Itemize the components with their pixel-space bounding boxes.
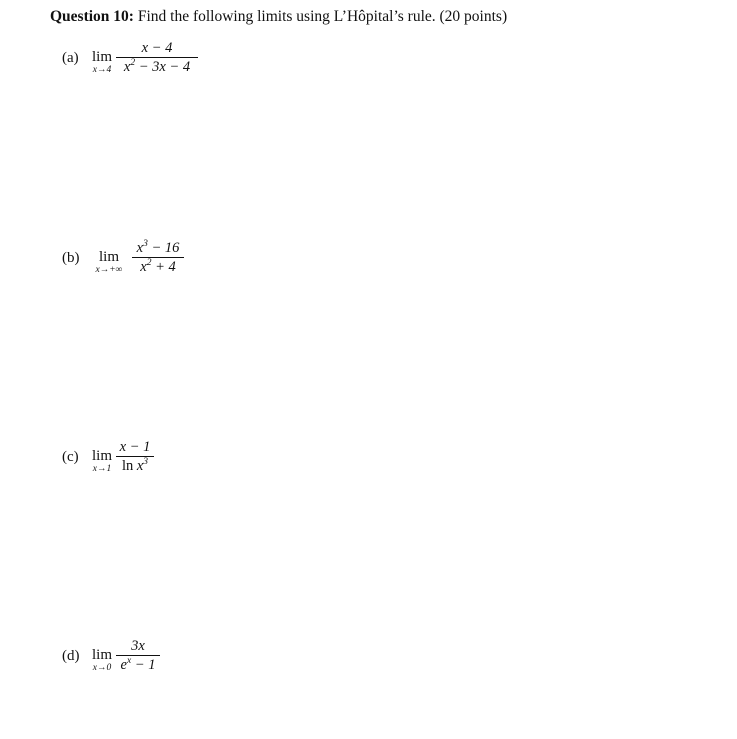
fraction-bar — [116, 456, 154, 457]
denominator: $e^x - 1$ — [120, 656, 156, 673]
limit-approach: x→+∞ — [95, 265, 123, 275]
denominator: $x^2 - 3x - 4$ — [123, 58, 191, 75]
fraction-bar — [116, 57, 198, 58]
limit-approach: x→4 — [92, 65, 112, 75]
question-text: Find the following limits using L’Hôpital’s rule. (20 points) — [137, 8, 508, 25]
lim-word: lim — [91, 49, 112, 65]
limit-approach: x→1 — [92, 464, 112, 474]
part-label: (a) — [62, 50, 79, 66]
denominator: $x^2 + 4$ — [140, 258, 176, 275]
limit-operator — [88, 648, 116, 673]
fraction — [116, 40, 198, 75]
denominator: $\ln x^3$ — [121, 457, 149, 474]
question-number: Question 10: — [50, 8, 134, 25]
numerator: $x^3 - 16$ — [136, 239, 180, 256]
fraction — [132, 240, 184, 275]
numerator: x − 1 — [119, 439, 151, 455]
part-label: (b) — [62, 250, 80, 266]
limit-approach: x→0 — [92, 663, 112, 673]
lim-word: lim — [91, 647, 112, 663]
numerator: 3x — [131, 638, 145, 654]
fraction-bar — [132, 257, 184, 258]
part-label: (c) — [62, 449, 79, 465]
fraction-bar — [116, 655, 160, 656]
numerator: x − 4 — [141, 40, 173, 56]
lim-word: lim — [91, 448, 112, 464]
fraction — [116, 638, 160, 673]
limit-operator — [88, 449, 116, 474]
limit-operator — [88, 50, 116, 75]
question-heading — [50, 8, 507, 26]
lim-word: lim — [98, 249, 119, 265]
limit-operator — [88, 250, 130, 275]
part-label: (d) — [62, 648, 80, 664]
fraction — [116, 439, 154, 474]
